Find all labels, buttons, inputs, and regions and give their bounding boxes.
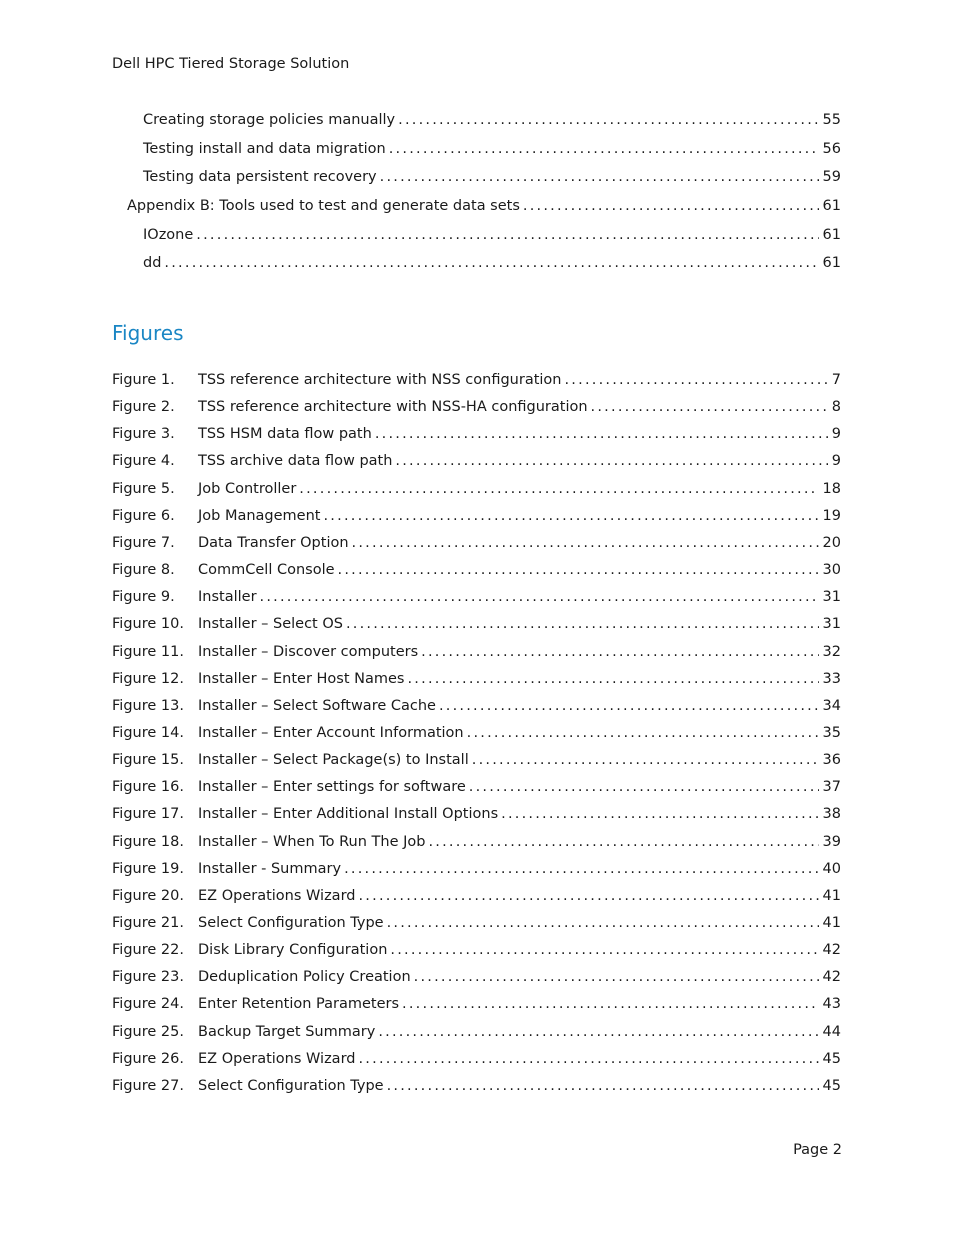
figure-leader-dots — [390, 941, 818, 959]
figure-number: Figure 17. — [112, 806, 184, 822]
figure-page: 18 — [822, 481, 841, 497]
toc-entry-page: 55 — [822, 112, 841, 128]
toc-leader-dots — [398, 111, 818, 129]
figure-leader-dots — [402, 995, 819, 1013]
figure-leader-dots — [564, 371, 827, 389]
figure-number: Figure 3. — [112, 426, 175, 442]
toc-entry-page: 61 — [822, 227, 841, 243]
figure-number: Figure 12. — [112, 671, 184, 687]
figure-title: Installer — [198, 589, 257, 605]
figure-leader-dots — [428, 833, 818, 851]
toc-entry-page: 61 — [822, 255, 841, 271]
figure-page: 33 — [822, 671, 841, 687]
figure-leader-dots — [387, 914, 819, 932]
figure-entry[interactable] — [112, 643, 841, 661]
figure-title: EZ Operations Wizard — [198, 888, 356, 904]
figure-page: 34 — [822, 698, 841, 714]
figure-title: Installer – Enter Host Names — [198, 671, 405, 687]
figure-entry[interactable] — [112, 615, 841, 633]
figure-entry[interactable] — [112, 371, 841, 389]
figure-leader-dots — [375, 425, 828, 443]
figure-leader-dots — [501, 805, 818, 823]
toc-entry-page: 61 — [822, 198, 841, 214]
toc-entry-title: Creating storage policies manually — [143, 112, 396, 128]
figure-page: 42 — [822, 969, 841, 985]
figure-entry[interactable] — [112, 805, 841, 823]
figure-title: Disk Library Configuration — [198, 942, 388, 958]
figure-leader-dots — [260, 588, 819, 606]
figure-number: Figure 10. — [112, 616, 184, 632]
page-header-title: Dell HPC Tiered Storage Solution — [112, 56, 350, 72]
figure-number: Figure 26. — [112, 1051, 184, 1067]
figure-page: 8 — [831, 399, 841, 415]
figure-page: 32 — [822, 644, 841, 660]
figure-title: Installer – Select Package(s) to Install — [198, 752, 469, 768]
figure-page: 37 — [822, 779, 841, 795]
toc-leader-dots — [380, 168, 819, 186]
figure-number: Figure 15. — [112, 752, 184, 768]
figure-leader-dots — [378, 1023, 818, 1041]
figure-entry[interactable] — [112, 398, 841, 416]
figure-number: Figure 19. — [112, 861, 184, 877]
figure-entry[interactable] — [112, 968, 841, 986]
figure-leader-dots — [344, 860, 818, 878]
figure-number: Figure 20. — [112, 888, 184, 904]
toc-entry[interactable] — [143, 226, 841, 244]
figure-number: Figure 23. — [112, 969, 184, 985]
figure-leader-dots — [358, 1050, 818, 1068]
figure-page: 35 — [822, 725, 841, 741]
figure-page: 41 — [822, 888, 841, 904]
figure-entry[interactable] — [112, 425, 841, 443]
figure-page: 38 — [822, 806, 841, 822]
figure-leader-dots — [387, 1077, 819, 1095]
figures-heading: Figures — [112, 321, 184, 345]
figure-number: Figure 16. — [112, 779, 184, 795]
figure-number: Figure 18. — [112, 834, 184, 850]
figure-entry[interactable] — [112, 507, 841, 525]
figure-entry[interactable] — [112, 534, 841, 552]
toc-entry-title: Testing data persistent recovery — [143, 169, 377, 185]
figure-page: 19 — [822, 508, 841, 524]
figure-page: 40 — [822, 861, 841, 877]
figure-page: 9 — [831, 453, 841, 469]
figure-page: 7 — [831, 372, 841, 388]
figure-entry[interactable] — [112, 778, 841, 796]
figure-number: Figure 22. — [112, 942, 184, 958]
figure-title: Installer - Summary — [198, 861, 342, 877]
figure-title: Installer – Select OS — [198, 616, 343, 632]
figure-page: 31 — [822, 616, 841, 632]
figure-title: TSS reference architecture with NSS-HA configuration — [198, 399, 588, 415]
figure-leader-dots — [467, 724, 819, 742]
figure-number: Figure 4. — [112, 453, 175, 469]
figure-number: Figure 25. — [112, 1024, 184, 1040]
toc-leader-dots — [523, 197, 819, 215]
figure-leader-dots — [395, 452, 827, 470]
toc-entry-page: 59 — [822, 169, 841, 185]
figure-title: EZ Operations Wizard — [198, 1051, 356, 1067]
figure-entry[interactable] — [112, 1050, 841, 1068]
figure-leader-dots — [323, 507, 818, 525]
figure-page: 41 — [822, 915, 841, 931]
figure-title: Select Configuration Type — [198, 1078, 384, 1094]
figure-title: Installer – Enter Additional Install Options — [198, 806, 499, 822]
figure-title: TSS HSM data flow path — [198, 426, 372, 442]
page-number: Page 2 — [793, 1142, 842, 1158]
toc-entry[interactable] — [143, 254, 841, 272]
toc-entry-title: dd — [143, 255, 162, 271]
figure-leader-dots — [299, 480, 818, 498]
figure-title: Installer – Enter Account Information — [198, 725, 464, 741]
figure-title: TSS reference architecture with NSS configuration — [198, 372, 562, 388]
figure-entry[interactable] — [112, 995, 841, 1013]
figure-entry[interactable] — [112, 1023, 841, 1041]
toc-entry-title: Testing install and data migration — [143, 141, 386, 157]
figure-number: Figure 8. — [112, 562, 175, 578]
figure-number: Figure 5. — [112, 481, 175, 497]
figure-page: 31 — [822, 589, 841, 605]
toc-entry-page: 56 — [822, 141, 841, 157]
figure-number: Figure 7. — [112, 535, 175, 551]
figure-entry[interactable] — [112, 887, 841, 905]
figure-entry[interactable] — [112, 914, 841, 932]
figure-leader-dots — [439, 697, 819, 715]
figure-leader-dots — [591, 398, 828, 416]
figure-page: 30 — [822, 562, 841, 578]
figure-entry[interactable] — [112, 941, 841, 959]
figure-number: Figure 9. — [112, 589, 175, 605]
figure-number: Figure 21. — [112, 915, 184, 931]
figure-title: Installer – When To Run The Job — [198, 834, 426, 850]
figure-entry[interactable] — [112, 724, 841, 742]
figure-page: 9 — [831, 426, 841, 442]
figure-entry[interactable] — [112, 1077, 841, 1095]
figure-number: Figure 27. — [112, 1078, 184, 1094]
figure-number: Figure 11. — [112, 644, 184, 660]
figure-entry[interactable] — [112, 860, 841, 878]
toc-entry[interactable] — [143, 140, 841, 158]
figure-number: Figure 2. — [112, 399, 175, 415]
figure-entry[interactable] — [112, 452, 841, 470]
figure-title: Enter Retention Parameters — [198, 996, 400, 1012]
figure-leader-dots — [421, 643, 818, 661]
figure-page: 42 — [822, 942, 841, 958]
figure-title: Installer – Discover computers — [198, 644, 419, 660]
toc-leader-dots — [164, 254, 818, 272]
toc-entry[interactable] — [127, 197, 841, 215]
figure-number: Figure 6. — [112, 508, 175, 524]
figure-title: Data Transfer Option — [198, 535, 349, 551]
figure-title: Job Management — [198, 508, 321, 524]
figure-leader-dots — [358, 887, 818, 905]
figure-leader-dots — [414, 968, 819, 986]
figure-leader-dots — [338, 561, 819, 579]
toc-leader-dots — [389, 140, 819, 158]
toc-entry-title: Appendix B: Tools used to test and generate data sets — [127, 198, 520, 214]
figure-number: Figure 14. — [112, 725, 184, 741]
figure-page: 36 — [822, 752, 841, 768]
figure-entry[interactable] — [112, 833, 841, 851]
figure-number: Figure 24. — [112, 996, 184, 1012]
figure-entry[interactable] — [112, 751, 841, 769]
figure-page: 44 — [822, 1024, 841, 1040]
figure-leader-dots — [346, 615, 819, 633]
figure-leader-dots — [407, 670, 818, 688]
figure-title: Job Controller — [198, 481, 297, 497]
figure-entry[interactable] — [112, 670, 841, 688]
figure-title: Backup Target Summary — [198, 1024, 376, 1040]
toc-entry-title: IOzone — [143, 227, 194, 243]
figure-leader-dots — [469, 778, 819, 796]
figure-title: Select Configuration Type — [198, 915, 384, 931]
figure-number: Figure 13. — [112, 698, 184, 714]
figure-page: 20 — [822, 535, 841, 551]
figure-entry[interactable] — [112, 588, 841, 606]
figure-page: 45 — [822, 1051, 841, 1067]
toc-entry[interactable] — [143, 168, 841, 186]
figure-number: Figure 1. — [112, 372, 175, 388]
figure-leader-dots — [472, 751, 819, 769]
figure-title: TSS archive data flow path — [198, 453, 393, 469]
figure-title: Deduplication Policy Creation — [198, 969, 411, 985]
figure-title: Installer – Enter settings for software — [198, 779, 466, 795]
toc-leader-dots — [196, 226, 818, 244]
figure-entry[interactable] — [112, 697, 841, 715]
figure-title: CommCell Console — [198, 562, 335, 578]
figure-page: 39 — [822, 834, 841, 850]
figure-page: 43 — [822, 996, 841, 1012]
figure-entry[interactable] — [112, 480, 841, 498]
figure-title: Installer – Select Software Cache — [198, 698, 436, 714]
figure-page: 45 — [822, 1078, 841, 1094]
toc-entry[interactable] — [143, 111, 841, 129]
figure-entry[interactable] — [112, 561, 841, 579]
figure-leader-dots — [352, 534, 819, 552]
